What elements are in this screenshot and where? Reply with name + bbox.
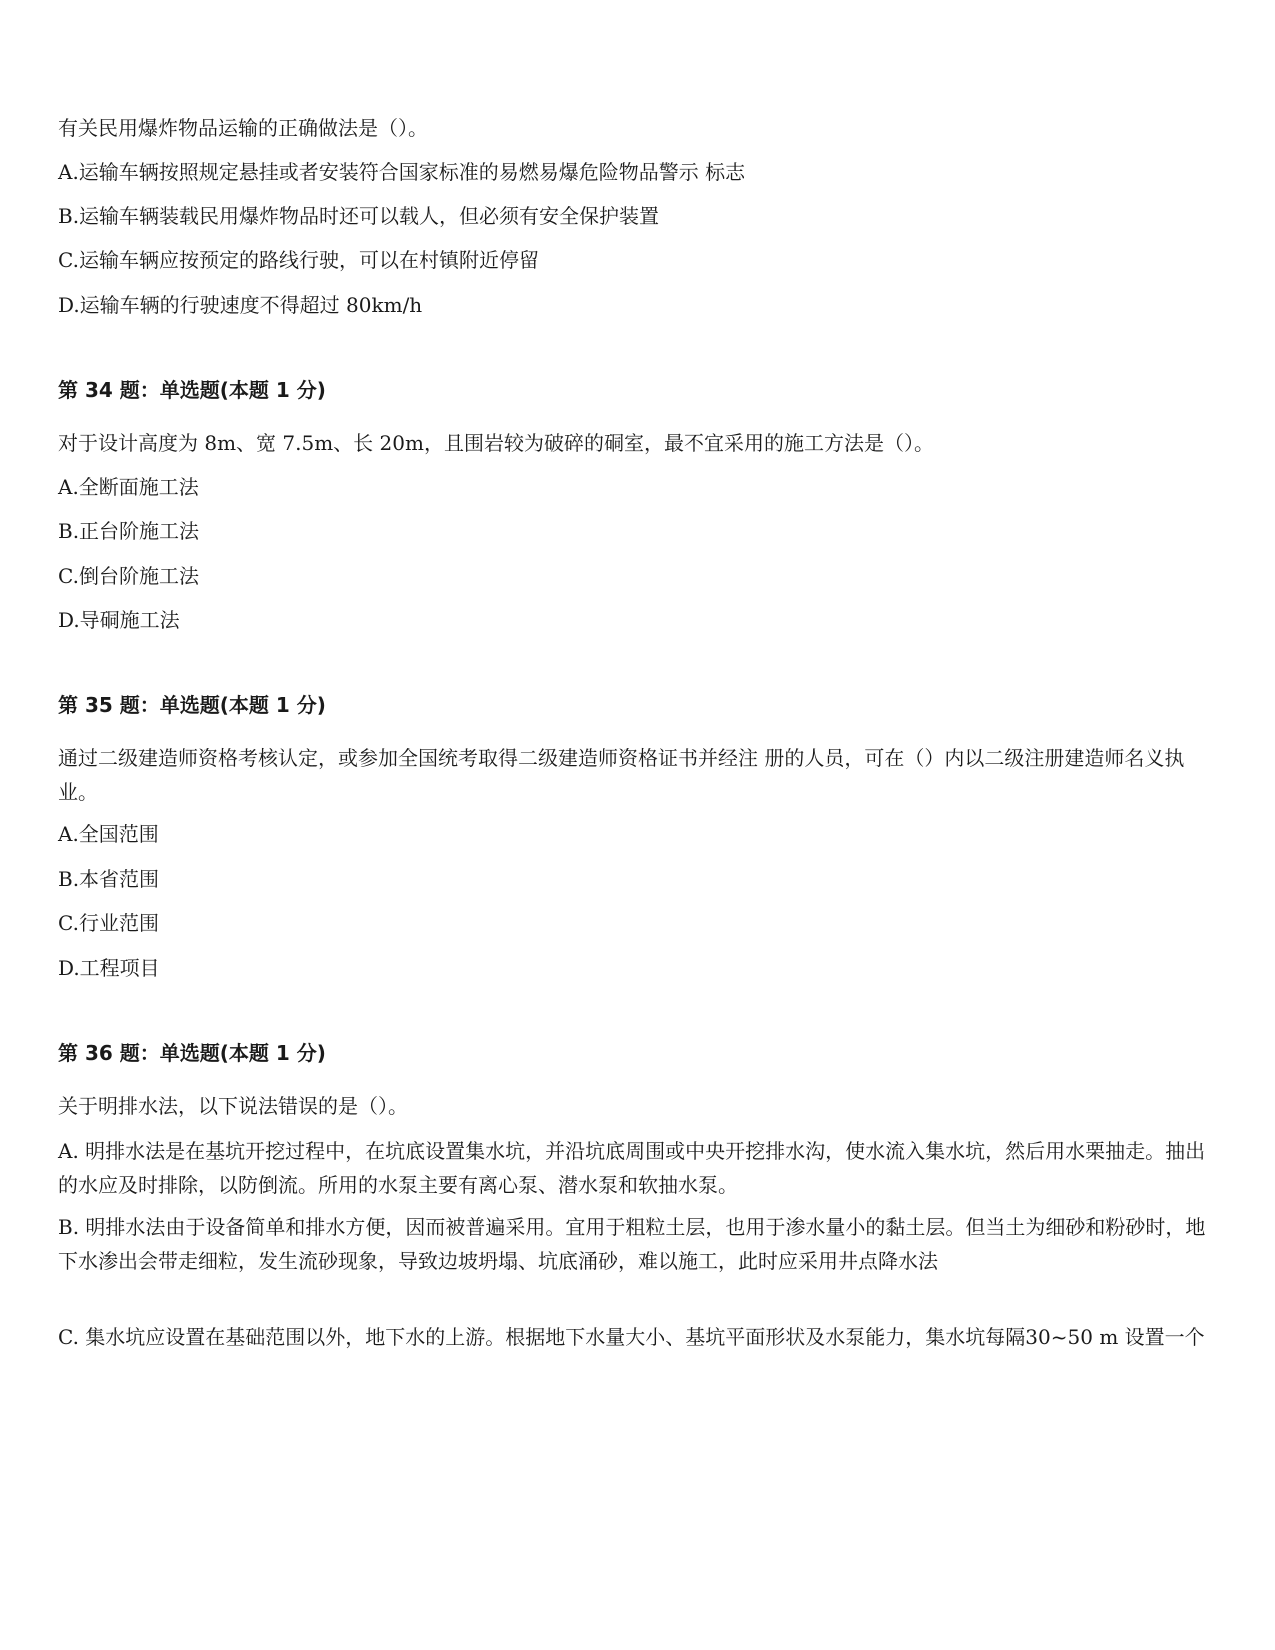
q36-heading: 第 36 题：单选题(本题 1 分) [58,1041,326,1065]
q36-option-b: B. 明排水法由于设备简单和排水方便，因而被普遍采用。宜用于粗粒土层，也用于渗水量小的黏土层。但当土为细砂和粉砂时，地下水渗出会带走细粒，发生流砂现象，导致边坡坍塌、坑底涌砂，难以施工，此时应采用井点降水法 [58,1215,1206,1273]
q33-option-c: C.运输车辆应按预定的路线行驶，可以在村镇附近停留 [58,248,539,272]
q35-heading: 第 35 题：单选题(本题 1 分) [58,693,326,717]
q33-option-d: D.运输车辆的行驶速度不得超过 80km/h [58,293,423,317]
q34-heading: 第 34 题：单选题(本题 1 分) [58,378,326,402]
q34-option-c: C.倒台阶施工法 [58,564,199,588]
q35-option-c: C.行业范围 [58,911,159,935]
q33-option-b: B.运输车辆装载民用爆炸物品时还可以载人，但必须有安全保护装置 [58,204,660,228]
q36-option-a: A. 明排水法是在基坑开挖过程中，在坑底设置集水坑，并沿坑底周围或中央开挖排水沟，使水流入集水坑，然后用水栗抽走。抽出的水应及时排除，以防倒流。所用的水泵主要有离心泵、潜水泵和软抽水泵。 [58,1139,1206,1197]
q33-question: 有关民用爆炸物品运输的正确做法是（）。 [58,116,428,140]
q35-option-b: B.本省范围 [58,867,160,891]
q34-question: 对于设计高度为 8m、宽 7.5m、长 20m，且围岩较为破碎的硐室，最不宜采用的施工方法是（）。 [58,431,934,455]
q34-option-b: B.正台阶施工法 [58,519,200,543]
q35-option-a: A.全国范围 [58,822,159,846]
q33-option-a: A.运输车辆按照规定悬挂或者安装符合国家标准的易燃易爆危险物品警示 标志 [58,160,746,184]
q36-option-c: C. 集水坑应设置在基础范围以外，地下水的上游。根据地下水量大小、基坑平面形状及水泵能力，集水坑每隔30~50 m 设置一个 [58,1325,1205,1349]
q35-question: 通过二级建造师资格考核认定，或参加全国统考取得二级建造师资格证书并经注 册的人员，可在（）内以二级注册建造师名义执业。 [58,746,1185,804]
q36-question: 关于明排水法，以下说法错误的是（）。 [58,1094,408,1118]
q34-option-a: A.全断面施工法 [58,475,199,499]
q34-option-d: D.导硐施工法 [58,608,180,632]
q35-option-d: D.工程项目 [58,956,160,980]
